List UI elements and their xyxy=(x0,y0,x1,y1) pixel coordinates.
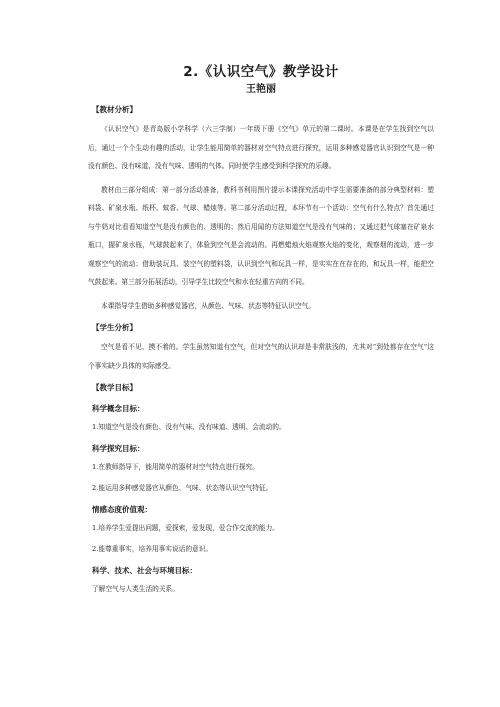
goal-item: 1.知道空气是没有颜色、没有气味、没有味道、透明、会流动的。 xyxy=(92,423,286,431)
goal-item: 2.能尊重事实，培养用事实说话的意识。 xyxy=(92,545,213,553)
goal-item: 2.能运用多种感觉器官从颜色、气味、状态等认识空气特征。 xyxy=(92,484,273,492)
goal-item: 1.培养学生爱提出问题，爱探索，爱发现，爱合作交流的能力。 xyxy=(92,524,279,532)
goal-group-title: 科学概念目标： xyxy=(92,404,145,413)
heading-student-analysis: 【学生分析】 xyxy=(92,323,137,332)
goal-group-title: 情感态度价值观： xyxy=(92,505,152,514)
heading-material-analysis: 【教材分析】 xyxy=(92,105,137,114)
heading-teaching-goals: 【教学目标】 xyxy=(92,383,137,392)
paragraph: 空气是看不见、摸不着的。学生虽然知道有空气，但对空气的认识却是非常肤浅的，尤其对“到处都存在空气”这个事实缺少具体的实际感受。 xyxy=(88,343,434,370)
author-name: 王艳丽 xyxy=(246,84,276,95)
goal-group-title: 科学探究目标： xyxy=(92,444,145,453)
goal-item: 了解空气与人类生活的关系。 xyxy=(92,585,179,593)
document-page xyxy=(88,64,434,604)
paragraph: 本课指导学生借助多种感觉器官，从颜色、气味、状态等特征认识空气。 xyxy=(101,301,315,310)
paragraph: 《认识空气》是青岛版小学科学（六三学制）一年级下册《空气》单元的第二课时。本课是在学生找到空气以后，通过一个个生动有趣的活动，让学生能用简单的器材对空气特点进行探究，运用多种感觉器官认识到空气是一种没有颜色、没有味道、没有气味、透明的气体。同时使学生感受到科学探究的乐趣。 xyxy=(88,125,434,170)
goal-item: 1.在教师指导下，能用简单的器材对空气特点进行探究。 xyxy=(92,463,259,471)
paragraph: 教材由三部分组成：第一部分活动准备，教科书利用图片提示本课探究活动中学生需要准备的部分典型材料：塑料袋、矿泉水瓶、纸杯、蚊香、气球、蜡烛等。第二部分活动过程，本环节有一个活动：空气有什么特点？首先通过与牛奶对比看看知道空气是没有颜色的、透明的；然后用闻的方法知道空气是没有气味的；又通过把气球塞在矿泉水瓶口，握矿泉水瓶，气球鼓起来了，体验到空气是会流动的。再燃蜡烛火焰观察火焰的变化，观察烟的流动，进一步观察空气的流动；借助装玩具、装空气的塑料袋，认识到空气和玩具一样，是实实在在存在的，和玩具一样，能把空气鼓起来。第三部分拓展活动，引导学生比较空气和水在轻重方向的不同。 xyxy=(88,185,434,286)
document-title: 2.《认识空气》教学设计 xyxy=(183,64,339,80)
goal-group-title: 科学、技术、社会与环境目标： xyxy=(92,566,197,575)
